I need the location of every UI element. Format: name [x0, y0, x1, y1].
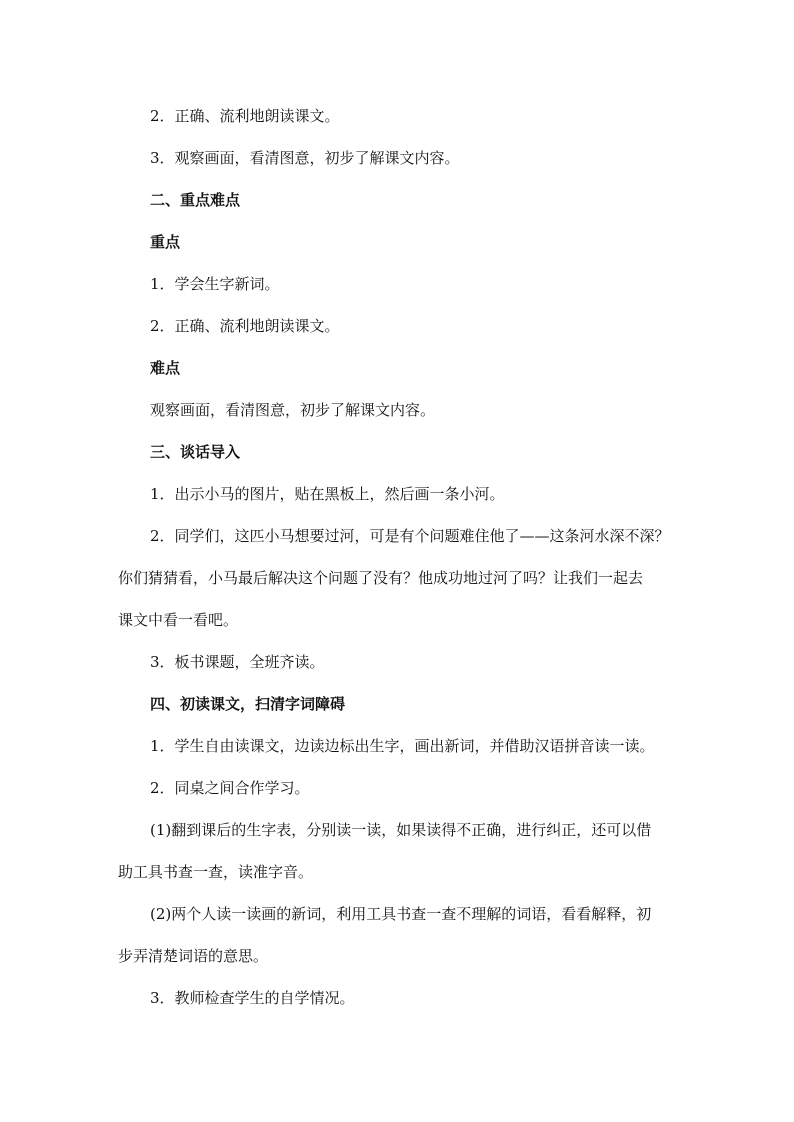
- subheading-key: 重点: [150, 233, 181, 251]
- section-heading-first-reading: 四、初读课文，扫清字词障碍: [150, 695, 346, 713]
- objective-2: 2．正确、流利地朗读课文。: [150, 107, 340, 125]
- intro-step-2-line-2: 你们猜猜看，小马最后解决这个问题了没有？他成功地过河了吗？让我们一起去: [118, 569, 644, 587]
- key-point-2: 2．正确、流利地朗读课文。: [150, 317, 340, 335]
- section-heading-intro: 三、谈话导入: [150, 443, 241, 461]
- objective-3: 3．观察画面，看清图意，初步了解课文内容。: [150, 149, 460, 167]
- reading-substep-1-line-1: (1)翻到课后的生字表，分别读一读，如果读得不正确，进行纠正，还可以借: [150, 821, 652, 839]
- intro-step-2-line-3: 课文中看一看吧。: [118, 611, 239, 629]
- subheading-difficulty: 难点: [150, 359, 181, 377]
- intro-step-2-line-1: 2．同学们，这匹小马想要过河，可是有个问题难住他了——这条河水深不深？: [150, 527, 670, 545]
- reading-step-1: 1．学生自由读课文，边读边标出生字，画出新词，并借助汉语拼音读一读。: [150, 737, 655, 755]
- intro-step-1: 1．出示小马的图片，贴在黑板上，然后画一条小河。: [150, 485, 505, 503]
- difficulty-text: 观察画面，看清图意，初步了解课文内容。: [150, 401, 436, 419]
- intro-step-3: 3．板书课题，全班齐读。: [150, 653, 325, 671]
- reading-step-2: 2．同桌之间合作学习。: [150, 779, 310, 797]
- key-point-1: 1．学会生字新词。: [150, 275, 280, 293]
- reading-step-3: 3．教师检查学生的自学情况。: [150, 989, 355, 1007]
- section-heading-key-points: 二、重点难点: [150, 191, 241, 209]
- reading-substep-2-line-1: (2)两个人读一读画的新词，利用工具书查一查不理解的词语，看看解释，初: [150, 905, 652, 923]
- reading-substep-1-line-2: 助工具书查一查，读准字音。: [118, 863, 314, 881]
- reading-substep-2-line-2: 步弄清楚词语的意思。: [118, 947, 269, 965]
